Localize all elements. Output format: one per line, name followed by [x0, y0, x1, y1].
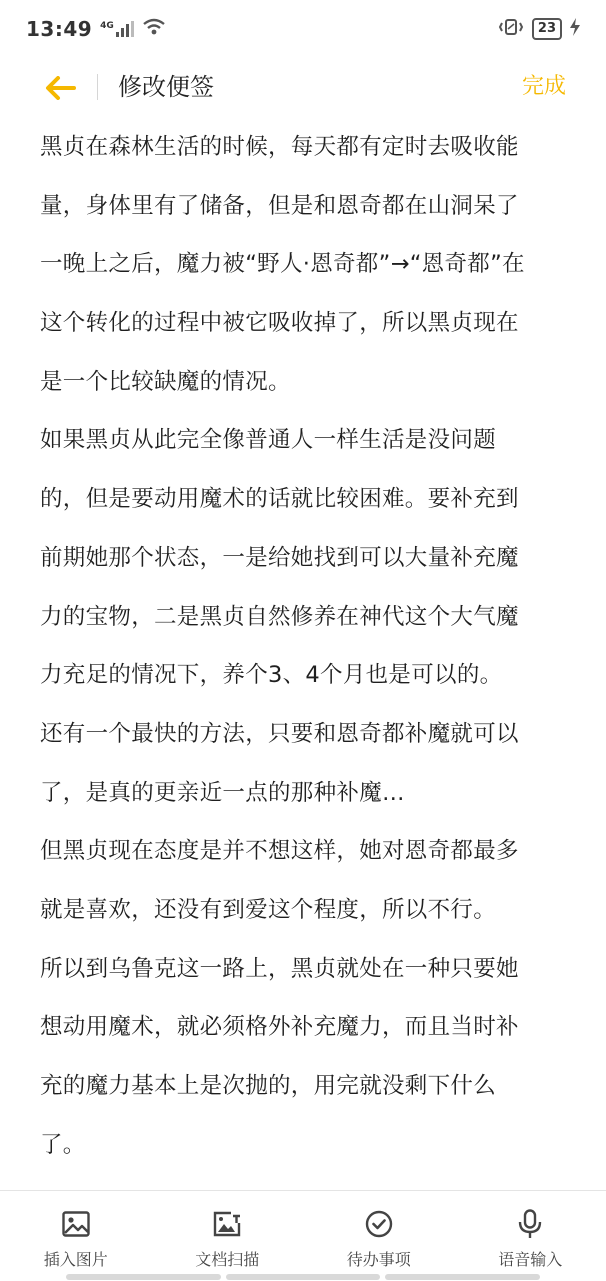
note-line: 量，身体里有了储备，但是和恩奇都在山洞呆了 — [40, 192, 519, 219]
note-line: 想动用魔术，就必须格外补充魔力，而且当时补 — [40, 1014, 519, 1041]
back-button[interactable] — [40, 68, 80, 108]
note-line: 的，但是要动用魔术的话就比较困难。要补充到 — [40, 486, 519, 513]
note-paragraph — [40, 705, 568, 822]
nav-segment — [385, 1274, 540, 1280]
document-scan-button[interactable] — [157, 1191, 297, 1270]
voice-input-button[interactable] — [460, 1191, 600, 1270]
tool-label: 语音输入 — [498, 1250, 563, 1269]
note-line: 但黑贞现在态度是并不想这样，她对恩奇都最多 — [40, 838, 519, 865]
note-line: 了，是真的更亲近一点的那种补魔… — [40, 779, 405, 806]
note-line: 力的宝物，二是黑贞自然修养在神代这个大气魔 — [40, 603, 519, 630]
tool-label: 插入图片 — [43, 1250, 108, 1269]
note-line: 是一个比较缺魔的情况。 — [40, 368, 291, 395]
note-paragraph — [40, 118, 568, 411]
status-right — [498, 17, 580, 42]
tool-label: 文档扫描 — [195, 1250, 260, 1269]
nav-segment — [66, 1274, 221, 1280]
status-time: 13:49 — [26, 17, 93, 41]
note-paragraph — [40, 940, 568, 1175]
header-divider — [97, 74, 98, 100]
note-line: 如果黑贞从此完全像普通人一样生活是没问题 — [40, 427, 497, 454]
note-line: 黑贞在森林生活的时候，每天都有定时去吸收能 — [40, 134, 519, 160]
signal-icon — [100, 21, 134, 37]
status-left — [26, 17, 166, 41]
charging-icon — [570, 18, 580, 41]
note-line: 前期她那个状态，一是给她找到可以大量补充魔 — [40, 544, 519, 571]
note-line: 充的魔力基本上是次抛的，用完就没剩下什么 — [40, 1073, 497, 1099]
note-line: 了。 — [40, 1131, 86, 1158]
navigation-bar — [0, 1274, 606, 1280]
image-icon — [61, 1209, 91, 1239]
note-paragraph — [40, 411, 568, 704]
back-arrow-icon — [44, 76, 76, 100]
wifi-icon — [142, 18, 166, 41]
network-type: 4G — [100, 21, 114, 31]
battery-level: 23 — [532, 18, 562, 40]
note-line: 还有一个最快的方法，只要和恩奇都补魔就可以 — [40, 720, 519, 747]
todo-button[interactable] — [309, 1191, 449, 1270]
header — [0, 58, 606, 116]
page-title: 修改便签 — [118, 73, 214, 101]
bottom-toolbar — [0, 1190, 606, 1281]
note-line: 力充足的情况下，养个3、4个月也是可以的。 — [40, 662, 503, 689]
nav-segment — [226, 1274, 381, 1280]
scan-icon — [212, 1209, 242, 1239]
note-line: 一晚上之后，魔力被“野人·恩奇都”→“恩奇都”在 — [40, 251, 525, 278]
done-button[interactable]: 完成 — [521, 74, 566, 99]
note-line: 就是喜欢，还没有到爱这个程度，所以不行。 — [40, 896, 497, 923]
insert-image-button[interactable] — [6, 1191, 146, 1270]
note-editor[interactable] — [40, 118, 568, 1190]
note-line: 这个转化的过程中被它吸收掉了，所以黑贞现在 — [40, 310, 519, 337]
status-bar — [0, 0, 606, 58]
todo-icon — [364, 1209, 394, 1239]
mic-icon — [515, 1209, 545, 1239]
vibrate-icon — [498, 17, 524, 42]
note-line: 所以到乌鲁克这一路上，黑贞就处在一种只要她 — [40, 955, 519, 982]
note-paragraph — [40, 822, 568, 939]
tool-label: 待办事项 — [346, 1250, 411, 1269]
